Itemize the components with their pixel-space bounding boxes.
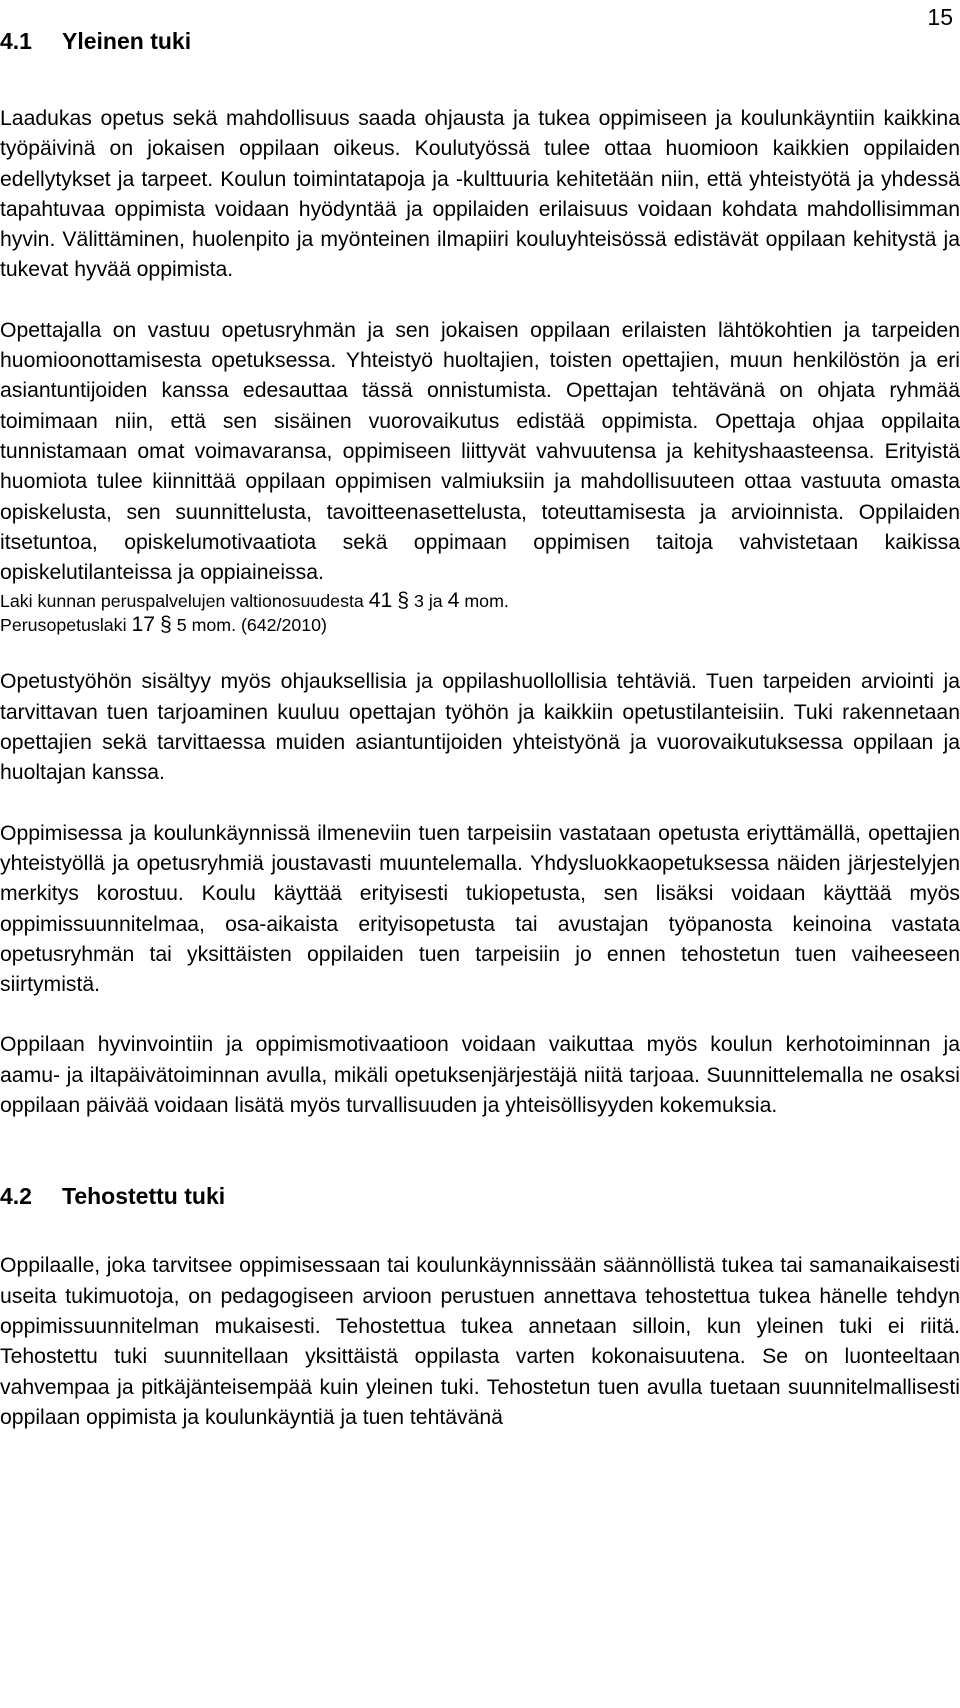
paragraph: Oppilaalle, joka tarvitsee oppimisessaan tai koulunkäynnissään säännöllistä tukea tai samanaikaisesti useita tukimuotoja, on pedagogiseen arvioon perustuen annettava tehostettua tukea hänelle tehdyn oppimissuunnitelman mukaisesti. Tehostettua tukea annetaan silloin, kun yleinen tuki ei riitä. Tehostettu tuki suunnitellaan yksittäistä oppilasta varten kokonaisuutena. Se on luonteeltaan vahvempaa ja pitkäjänteisempää kuin yleinen tuki. Tehostetun tuen avulla tuetaan suunnitelmallisesti oppilaan oppimista ja koulunkäyntiä ja tuen tehtävänä <box>0 1254 960 1429</box>
law-text: (642/2010) <box>240 615 327 636</box>
law-number: 17 <box>131 613 156 637</box>
paragraph: Laadukas opetus sekä mahdollisuus saada ohjausta ja tukea oppimiseen ja koulunkäyntiin kaikkina työpäivinä on jokaisen oppilaan oikeus. Koulutyössä tulee ottaa huomioon kaikkien oppilaiden edellytykset ja tarpeet. Koulun toimintatapoja ja -kulttuuria kehitetään niin, että yhteistyötä ja yhdessä tapahtuvaa oppimista voidaan hyödyntää ja oppilaiden erilaisuus voidaan kohdata mahdollisimman hyvin. Välittäminen, huolenpito ja myönteinen ilmapiiri kouluyhteisössä edistävät oppilaan kehitystä ja tukevat hyvää oppimista. <box>0 107 960 282</box>
law-reference <box>0 589 960 613</box>
section-sign: § <box>160 613 172 637</box>
paragraph: Opettajalla on vastuu opetusryhmän ja sen jokaisen oppilaan erilaisten lähtökohtien ja tarpeiden huomioonottamisesta opetuksessa. Yhteistyö huoltajien, toisten opettajien, muun henkilöstön ja eri asiantuntijoiden kanssa edesauttaa tässä onnistumista. Opettajan tehtävänä on ohjata ryhmää toimimaan niin, että sen sisäinen vuorovaikutus edistää oppimista. Opettaja ohjaa oppilaita tunnistamaan omat voimavaransa, oppimiseen liittyvät vahvuutensa ja kehityshaasteensa. Erityistä huomiota tulee kiinnittää oppilaan oppimisen valmiuksiin ja mahdollisuuteen ottaa vastuuta omasta opiskelusta, sen suunnittelusta, tavoitteenasettelusta, toteuttamisesta ja arvioinnista. Oppilaiden itsetuntoa, opiskelumotivaatiota sekä oppimaan oppimisen taitoja vahvistetaan kaikissa opiskelutilanteissa ja oppiaineissa. <box>0 318 960 585</box>
section-title: Yleinen tuki <box>62 28 192 54</box>
section-heading-4-1 <box>0 24 960 58</box>
section-heading-4-2 <box>0 1179 960 1213</box>
paragraph: Oppilaan hyvinvointiin ja oppimismotivaatioon voidaan vaikuttaa myös koulun kerhotoiminnan ja aamu- ja iltapäivätoiminnan avulla, mikäli opetuksenjärjestäjä niitä tarjoaa. Suunnittelemalla ne osaksi oppilaan päivää voidaan lisätä myös turvallisuuden ja yhteisöllisyyden kokemuksia. <box>0 1033 960 1118</box>
section-title: Tehostettu tuki <box>62 1183 226 1210</box>
document-body <box>0 24 960 1433</box>
law-reference <box>0 613 960 637</box>
section-sign: § <box>397 589 410 613</box>
law-text: Perusopetuslaki <box>0 615 132 636</box>
law-text: 3 ja <box>409 591 448 612</box>
law-text: 5 mom. <box>171 615 241 636</box>
paragraph: Opetustyöhön sisältyy myös ohjauksellisia ja oppilashuollollisia tehtäviä. Tuen tarpeiden arviointi ja tarvittavan tuen tarjoaminen kuuluu opettajan työhön ja kaikkiin opetustilanteisiin. Tuki rakennetaan opettajien sekä tarvittaessa muiden asiantuntijoiden yhteistyönä ja vuorovaikutuksessa oppilaan ja huoltajan kanssa. <box>0 670 960 785</box>
law-text: mom. <box>459 591 509 612</box>
paragraph: Oppimisessa ja koulunkäynnissä ilmeneviin tuen tarpeisiin vastataan opetusta eriyttämällä, opettajien yhteistyöllä ja opetusryhmiä joustavasti muuntelemalla. Yhdysluokkaopetuksessa näiden järjestelyjen merkitys korostuu. Koulu käyttää erityisesti tukiopetusta, sen lisäksi voidaan käyttää myös oppimissuunnitelmaa, osa-aikaista erityisopetusta tai avustajan työpanosta keinoina vastata opetusryhmän tai yksittäisten oppilaiden tuen tarpeisiin jo ennen tehostetun tuen vaiheeseen siirtymistä. <box>0 821 960 997</box>
law-references <box>0 589 960 637</box>
page-number: 15 <box>927 4 953 30</box>
section-number: 4.1 <box>0 28 32 54</box>
law-number: 41 <box>368 589 393 613</box>
law-text: Laki kunnan peruspalvelujen valtionosuudesta <box>0 591 369 612</box>
section-number: 4.2 <box>0 1183 32 1210</box>
law-number: 4 <box>447 589 460 613</box>
